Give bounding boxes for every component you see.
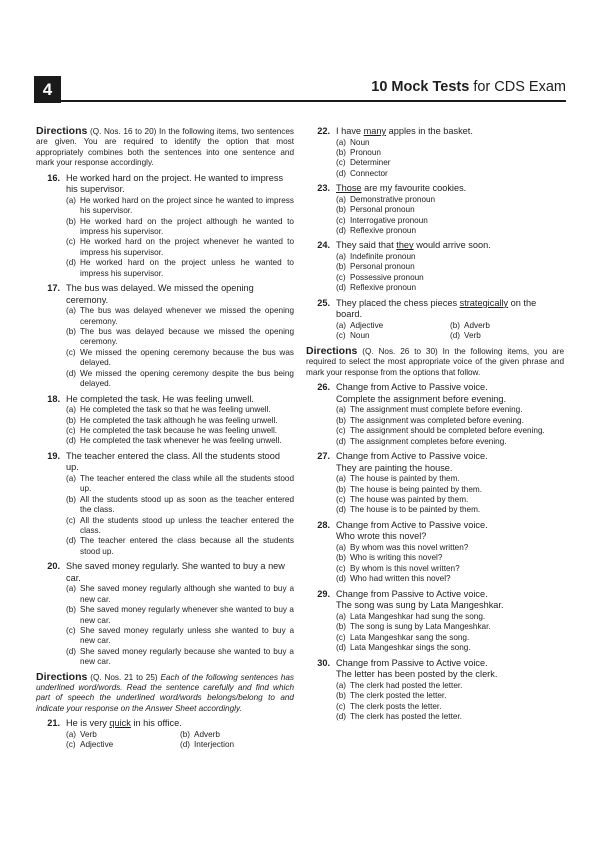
option-text: The bus was delayed whenever we missed the opening ceremony. xyxy=(80,306,294,326)
option-letter: (c) xyxy=(336,632,346,642)
option-text: The assignment should be completed before evening. xyxy=(350,426,545,436)
option-letter: (c) xyxy=(336,426,346,436)
option-text: They said that xyxy=(336,240,397,251)
option-text: He completed the task so that he was feeling unwell. xyxy=(80,405,271,415)
option-text: Adverb xyxy=(464,320,490,330)
option-text: are my favourite cookies. xyxy=(361,183,467,194)
question-number: 20. xyxy=(47,561,60,572)
question-subtext: The letter has been posted by the clerk. xyxy=(336,669,498,680)
option-letter: (b) xyxy=(336,484,347,494)
option-letter: (a) xyxy=(66,306,77,316)
option-letter: (b) xyxy=(336,262,347,272)
left-column xyxy=(36,126,294,755)
option-c xyxy=(66,740,180,751)
option-text: By whom is this novel written? xyxy=(350,563,460,573)
option-text: The house is to be painted by them. xyxy=(350,505,481,515)
option-letter: (c) xyxy=(66,625,76,635)
option-text: He is very xyxy=(66,718,110,729)
option-text: All the students stood up unless the teacher entered the class. xyxy=(80,515,294,535)
option-letter: (b) xyxy=(66,216,77,226)
question-19 xyxy=(36,451,294,557)
option-text: The teacher entered the class while all the students stood up. xyxy=(80,473,294,494)
question-text: She saved money regularly. She wanted to buy a new car. xyxy=(66,561,285,583)
option-letter: (d) xyxy=(450,331,461,341)
options-grid xyxy=(306,321,564,342)
question-number: 29. xyxy=(317,588,330,599)
question-number: 26. xyxy=(317,382,330,393)
option-text: apples in the basket. xyxy=(386,126,473,136)
option-text: He worked hard on the project although he wanted to impress his supervisor. xyxy=(80,216,294,237)
option-text: The clerk had posted the letter. xyxy=(350,680,463,690)
right-column xyxy=(306,126,564,726)
option-letter: (b) xyxy=(336,691,347,701)
option-d xyxy=(306,574,564,584)
option-letter: (a) xyxy=(336,611,347,621)
option-a xyxy=(36,584,294,605)
question-27 xyxy=(306,451,564,516)
option-letter: (d) xyxy=(336,643,347,653)
option-letter: (c) xyxy=(336,272,346,282)
option-text: Adverb xyxy=(194,729,220,739)
option-b xyxy=(36,495,294,516)
option-letter: (d) xyxy=(66,646,77,656)
option-text: Indefinite pronoun xyxy=(350,252,416,262)
option-letter: (d) xyxy=(66,536,77,546)
option-letter: (a) xyxy=(66,584,77,594)
option-letter: (d) xyxy=(336,226,347,236)
option-text: Lata Mangeshkar sang the song. xyxy=(350,632,470,642)
option-text: By whom was this novel written? xyxy=(350,543,469,553)
options-grid xyxy=(36,730,294,751)
option-d xyxy=(36,436,294,446)
question-number: 19. xyxy=(47,450,60,461)
directions-label: Directions xyxy=(306,345,358,358)
page-header xyxy=(34,76,566,103)
option-b xyxy=(306,148,564,158)
option-letter: (d) xyxy=(336,505,347,515)
book-title-bold: 10 Mock Tests xyxy=(371,79,470,95)
directions-text: (Q. Nos. 26 to 30) In the following items, you are required to select the most appropriate voice of the given phrase and mark your response from the options that follow. xyxy=(306,347,564,377)
option-b xyxy=(36,327,294,348)
option-letter: (a) xyxy=(336,137,347,147)
option-d xyxy=(306,169,564,179)
option-text: Verb xyxy=(464,331,481,341)
option-text: Noun xyxy=(350,331,370,341)
question-21 xyxy=(36,718,294,751)
option-letter: (b) xyxy=(336,205,347,215)
option-text: Verb xyxy=(80,729,97,739)
option-text: The teacher entered the class because all the students stood up. xyxy=(80,536,294,556)
option-letter: (a) xyxy=(336,320,347,330)
option-b xyxy=(36,605,294,626)
option-c xyxy=(306,158,564,168)
option-letter: (b) xyxy=(336,148,347,157)
question-number: 30. xyxy=(317,657,330,668)
question-subtext: The song was sung by Lata Mangeshkar. xyxy=(336,600,504,611)
option-text: We missed the opening ceremony despite the bus being delayed. xyxy=(80,368,294,389)
option-b xyxy=(36,217,294,238)
option-text: Reflexive pronoun xyxy=(350,283,416,293)
question-number: 28. xyxy=(317,519,330,530)
option-d xyxy=(306,505,564,515)
question-number: 22. xyxy=(317,126,330,136)
option-text: She saved money regularly unless she wanted to buy a new car. xyxy=(80,625,294,646)
option-text: The clerk posted the letter. xyxy=(350,691,447,701)
directions-nos: (Q. Nos. 21 to 25) xyxy=(87,672,161,682)
option-text: Personal pronoun xyxy=(350,262,415,272)
option-text: The assignment must complete before evening. xyxy=(350,405,523,415)
question-number: 16. xyxy=(47,172,60,183)
option-a xyxy=(306,612,564,622)
option-b xyxy=(306,205,564,215)
question-number: 24. xyxy=(317,240,330,251)
option-letter: (b) xyxy=(66,605,77,615)
question-22 xyxy=(306,126,564,179)
directions-26-30 xyxy=(306,346,564,378)
question-text xyxy=(336,126,564,138)
option-text: Who had written this novel? xyxy=(350,574,451,584)
option-c xyxy=(36,237,294,258)
question-text: Change from Passive to Active voice. xyxy=(336,657,488,668)
option-c xyxy=(306,702,564,712)
option-letter: (a) xyxy=(336,474,347,484)
option-letter: (c) xyxy=(66,237,76,247)
question-25 xyxy=(306,298,564,342)
page-number: 4 xyxy=(34,76,61,103)
option-text: Adjective xyxy=(350,320,384,330)
option-letter: (d) xyxy=(336,168,347,178)
option-letter: (c) xyxy=(336,158,346,168)
directions-16-20 xyxy=(36,126,294,169)
option-b xyxy=(306,553,564,563)
directions-label: Directions xyxy=(36,125,88,137)
option-text: He worked hard on the project since he wanted to impress his supervisor. xyxy=(80,195,294,216)
option-a xyxy=(306,138,564,148)
option-c xyxy=(306,216,564,226)
question-text: The teacher entered the class. All the students stood up. xyxy=(66,450,280,473)
option-letter: (c) xyxy=(66,347,76,357)
option-text: The clerk posts the letter. xyxy=(350,701,442,711)
underlined-word: they xyxy=(396,240,414,251)
question-text xyxy=(336,298,564,321)
question-number: 18. xyxy=(47,393,60,404)
option-d xyxy=(306,226,564,236)
option-letter: (b) xyxy=(180,729,191,739)
option-a xyxy=(336,321,450,332)
question-number: 21. xyxy=(47,718,60,729)
directions-text: Each of the following sentences has underlined word/words. Read the sentence carefully and find which part of speech the underlined word/words belongs/belong to and indicate your response on the Answer Sheet accordingly. xyxy=(36,672,294,713)
option-letter: (c) xyxy=(336,215,346,225)
question-subtext: Who wrote this novel? xyxy=(336,531,427,542)
option-b xyxy=(36,416,294,426)
option-text: Demonstrative pronoun xyxy=(350,194,436,204)
option-text: Lata Mangeshkar had sung the song. xyxy=(350,611,486,621)
option-text: The clerk has posted the letter. xyxy=(350,711,462,721)
option-letter: (c) xyxy=(66,515,76,525)
question-text: He completed the task. He was feeling unwell. xyxy=(66,393,254,404)
option-text: She saved money regularly although she wanted to buy a new car. xyxy=(80,584,294,604)
option-text: The house is painted by them. xyxy=(350,474,460,484)
option-d xyxy=(36,536,294,557)
option-a xyxy=(66,730,180,741)
question-number: 23. xyxy=(317,183,330,194)
option-text: Interjection xyxy=(194,740,235,750)
question-16 xyxy=(36,173,294,279)
option-b xyxy=(306,622,564,632)
option-d xyxy=(306,712,564,722)
option-text: Determiner xyxy=(350,158,391,168)
option-d xyxy=(450,331,564,342)
question-number: 25. xyxy=(317,297,330,308)
option-text: on the board. xyxy=(336,297,537,320)
question-text xyxy=(66,718,294,730)
option-letter: (a) xyxy=(66,195,77,205)
option-d xyxy=(36,647,294,668)
option-c xyxy=(306,273,564,283)
underlined-word: quick xyxy=(109,718,131,729)
option-letter: (a) xyxy=(66,405,77,415)
option-text: She saved money regularly because she wanted to buy a new car. xyxy=(80,646,294,667)
option-letter: (b) xyxy=(336,553,347,563)
option-letter: (a) xyxy=(66,473,77,483)
question-number: 27. xyxy=(317,451,330,462)
option-d xyxy=(306,643,564,653)
option-letter: (b) xyxy=(66,327,77,337)
option-text: She saved money regularly whenever she wanted to buy a new car. xyxy=(80,605,294,625)
option-text: They placed the chess pieces xyxy=(336,297,460,308)
question-18 xyxy=(36,394,294,447)
option-text: We missed the opening ceremony because the bus was delayed. xyxy=(80,347,294,368)
option-letter: (c) xyxy=(336,563,346,573)
question-24 xyxy=(306,240,564,293)
directions-21-25 xyxy=(36,672,294,715)
option-a xyxy=(306,543,564,553)
option-b xyxy=(306,262,564,272)
option-text: The assignment was completed before evening. xyxy=(350,415,524,425)
underlined-word: Those xyxy=(336,183,362,194)
option-letter: (c) xyxy=(66,425,76,435)
directions-label: Directions xyxy=(36,670,88,683)
option-text: Noun xyxy=(350,137,370,147)
option-text: Who is writing this novel? xyxy=(350,553,443,563)
option-b xyxy=(306,691,564,701)
option-b xyxy=(180,730,294,741)
option-text: He completed the task although he was feeling unwell. xyxy=(80,415,278,425)
option-letter: (a) xyxy=(66,729,77,739)
option-text: The song is sung by Lata Mangeshkar. xyxy=(350,622,491,632)
option-text: in his office. xyxy=(130,718,182,729)
option-b xyxy=(450,321,564,332)
option-letter: (d) xyxy=(66,368,77,378)
question-text xyxy=(336,240,564,252)
question-subtext: They are painting the house. xyxy=(336,462,453,473)
option-text: He worked hard on the project unless he wanted to impress his supervisor. xyxy=(80,258,294,278)
option-a xyxy=(306,474,564,484)
option-text: Possessive pronoun xyxy=(350,272,424,282)
option-text: He completed the task whenever he was feeling unwell. xyxy=(80,436,282,446)
option-b xyxy=(306,416,564,426)
option-text: Reflexive pronoun xyxy=(350,226,416,236)
option-text: I have xyxy=(336,126,364,136)
option-letter: (d) xyxy=(336,574,347,584)
option-a xyxy=(36,196,294,217)
option-letter: (b) xyxy=(450,320,461,330)
option-letter: (d) xyxy=(336,436,347,446)
underlined-word: many xyxy=(363,126,387,136)
question-text: Change from Passive to Active voice. xyxy=(336,588,488,599)
option-text: The house was painted by them. xyxy=(350,495,469,505)
option-c xyxy=(36,426,294,436)
option-letter: (b) xyxy=(336,622,347,632)
option-d xyxy=(36,369,294,390)
option-letter: (d) xyxy=(336,283,347,293)
option-letter: (a) xyxy=(336,543,347,553)
option-c xyxy=(336,331,450,342)
question-text: He worked hard on the project. He wanted to impress his supervisor. xyxy=(66,172,284,195)
option-letter: (a) xyxy=(336,194,347,204)
option-d xyxy=(306,283,564,293)
option-a xyxy=(306,681,564,691)
question-text: Change from Active to Passive voice. xyxy=(336,519,488,530)
option-text: The assignment completes before evening. xyxy=(350,436,507,446)
option-text: All the students stood up as soon as the teacher entered the class. xyxy=(80,494,294,515)
option-text: He worked hard on the project whenever he wanted to impress his supervisor. xyxy=(80,237,294,257)
option-text: Interrogative pronoun xyxy=(350,215,428,225)
question-28 xyxy=(306,520,564,585)
option-letter: (a) xyxy=(336,680,347,690)
option-text: Lata Mangeshkar sings the song. xyxy=(350,643,471,653)
option-c xyxy=(306,633,564,643)
directions-text: (Q. Nos. 16 to 20) In the following items, two sentences are given. You are required to identify the option that most appropriately combines both the sentences into one sentence and mark your response accordingly. xyxy=(36,127,294,168)
option-letter: (b) xyxy=(66,415,77,425)
option-a xyxy=(36,306,294,327)
question-text: The bus was delayed. We missed the opening ceremony. xyxy=(66,283,254,305)
option-a xyxy=(306,405,564,415)
underlined-word: strategically xyxy=(459,297,509,308)
question-text: Change from Active to Passive voice. xyxy=(336,382,488,393)
option-text: Personal pronoun xyxy=(350,205,415,215)
question-23 xyxy=(306,183,564,236)
header-rule xyxy=(61,100,566,102)
question-26 xyxy=(306,382,564,447)
question-17 xyxy=(36,283,294,389)
option-a xyxy=(306,252,564,262)
option-c xyxy=(36,626,294,647)
question-20 xyxy=(36,561,294,667)
option-text: Pronoun xyxy=(350,148,381,157)
question-text: Change from Active to Passive voice. xyxy=(336,451,488,462)
option-letter: (c) xyxy=(336,331,346,341)
option-c xyxy=(306,426,564,436)
option-letter: (d) xyxy=(66,258,77,268)
option-letter: (d) xyxy=(336,711,347,721)
option-d xyxy=(306,437,564,447)
option-letter: (b) xyxy=(66,494,77,504)
option-letter: (c) xyxy=(66,740,76,750)
question-29 xyxy=(306,589,564,654)
option-c xyxy=(306,495,564,505)
question-subtext: Complete the assignment before evening. xyxy=(336,393,507,404)
option-letter: (d) xyxy=(66,436,77,446)
option-d xyxy=(180,740,294,751)
option-c xyxy=(36,516,294,537)
option-letter: (c) xyxy=(336,701,346,711)
option-a xyxy=(36,474,294,495)
option-text: The house is being painted by them. xyxy=(350,484,482,494)
option-letter: (a) xyxy=(336,405,347,415)
question-30 xyxy=(306,658,564,723)
option-text: Connector xyxy=(350,168,388,178)
question-number: 17. xyxy=(47,283,60,294)
book-title-rest: for CDS Exam xyxy=(469,79,566,95)
option-text: The bus was delayed because we missed the opening ceremony. xyxy=(80,327,294,347)
option-letter: (d) xyxy=(180,740,191,750)
option-text: He completed the task because he was feeling unwell. xyxy=(80,425,278,435)
book-title xyxy=(371,79,566,95)
option-letter: (c) xyxy=(336,495,346,505)
option-text: would arrive soon. xyxy=(413,240,491,251)
option-text: Adjective xyxy=(80,740,114,750)
option-c xyxy=(36,348,294,369)
option-letter: (a) xyxy=(336,252,347,262)
option-c xyxy=(306,564,564,574)
option-a xyxy=(306,195,564,205)
option-a xyxy=(36,405,294,415)
option-letter: (b) xyxy=(336,415,347,425)
question-text xyxy=(336,183,564,195)
option-d xyxy=(36,258,294,279)
option-b xyxy=(306,485,564,495)
